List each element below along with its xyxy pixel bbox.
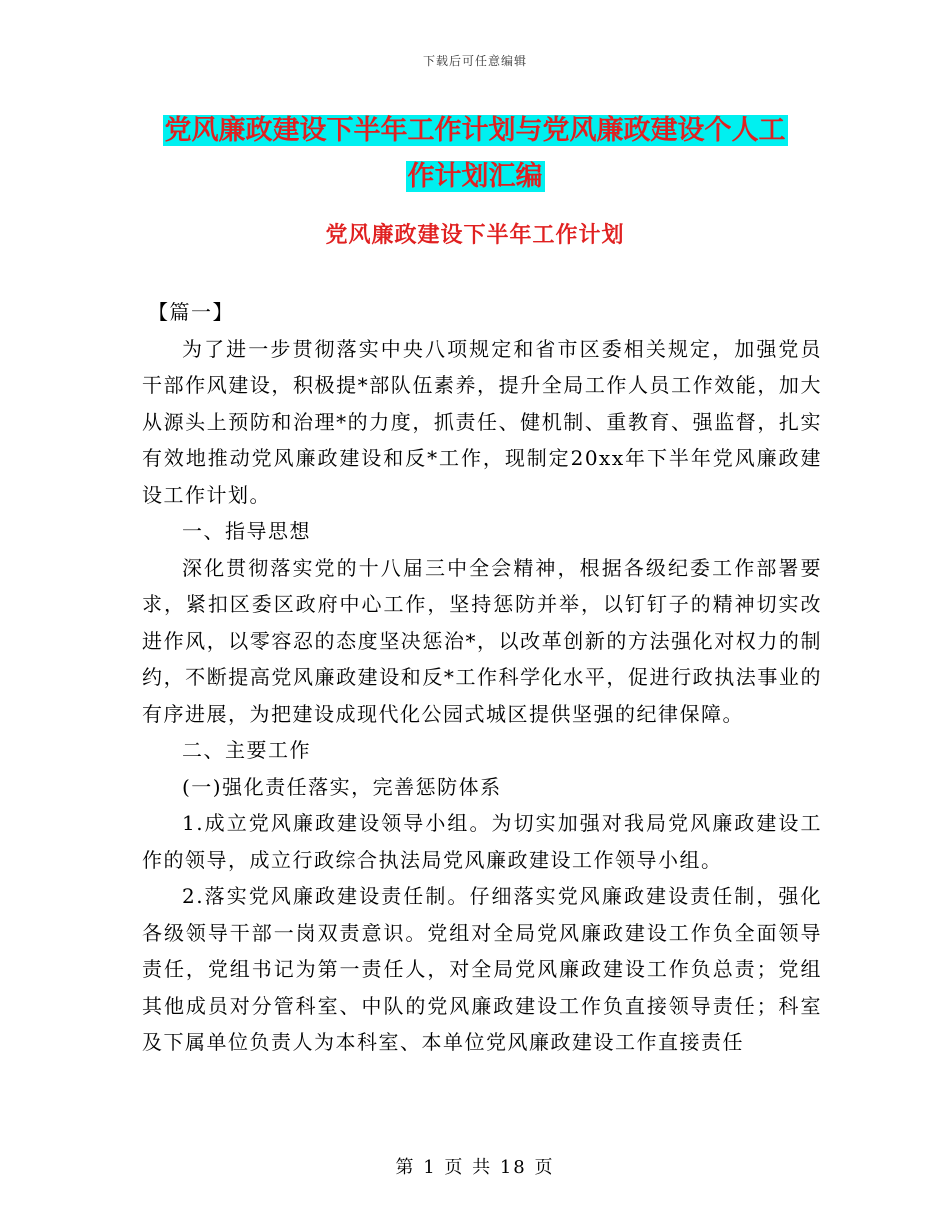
subheading-responsibility: (一)强化责任落实，完善惩防体系 xyxy=(182,774,502,799)
section-title: 党风廉政建设下半年工作计划 xyxy=(325,222,625,248)
paragraph-item-2: 2.落实党风廉政建设责任制。仔细落实党风廉政建设责任制，强化各级领导干部一岗双责意识。党组对全局党风廉政建设工作负全面领导责任，党组书记为第一责任人，对全局党风廉政建设工作负总责；党组其他成员对分管科室、中队的党风廉政建设工作负直接领导责任；科室及下属单位负责人为本科室、本单位党风廉政建设工作直接责任 xyxy=(142,884,822,1054)
heading-guiding-thought: 一、指导思想 xyxy=(182,519,311,543)
document-body xyxy=(142,294,822,1061)
paragraph-guiding-thought: 深化贯彻落实党的十八届三中全会精神，根据各级纪委工作部署要求，紧扣区委区政府中心工作，坚持惩防并举，以钉钉子的精神切实改进作风，以零容忍的态度坚决惩治*，以改革创新的方法强化对权力的制约，不断提高党风廉政建设和反*工作科学化水平，促进行政执法事业的有序进展，为把建设成现代化公园式城区提供坚强的纪律保障。 xyxy=(142,555,822,726)
page-header-note: 下载后可任意编辑 xyxy=(422,54,527,68)
heading-main-work: 二、主要工作 xyxy=(182,738,311,762)
page-number: 第 1 页 共 18 页 xyxy=(395,1157,555,1178)
document-title xyxy=(150,108,800,200)
document-title-line-1: 党风廉政建设下半年工作计划与党风廉政建设个人工 xyxy=(164,115,786,146)
paragraph-item-1: 1.成立党风廉政建设领导小组。为切实加强对我局党风廉政建设工作的领导，成立行政综合执法局党风廉政建设工作领导小组。 xyxy=(142,811,822,872)
paragraph-intro: 为了进一步贯彻落实中央八项规定和省市区委相关规定，加强党员干部作风建设，积极提*部队伍素养，提升全局工作人员工作效能，加大从源头上预防和治理*的力度，抓责任、健机制、重教育、强监督，扎实有效地推动党风廉政建设和反*工作，现制定20xx年下半年党风廉政建设工作计划。 xyxy=(142,336,822,507)
document-title-line-2: 作计划汇编 xyxy=(407,161,543,192)
paragraph-chapter-label: 【篇一】 xyxy=(148,300,234,324)
